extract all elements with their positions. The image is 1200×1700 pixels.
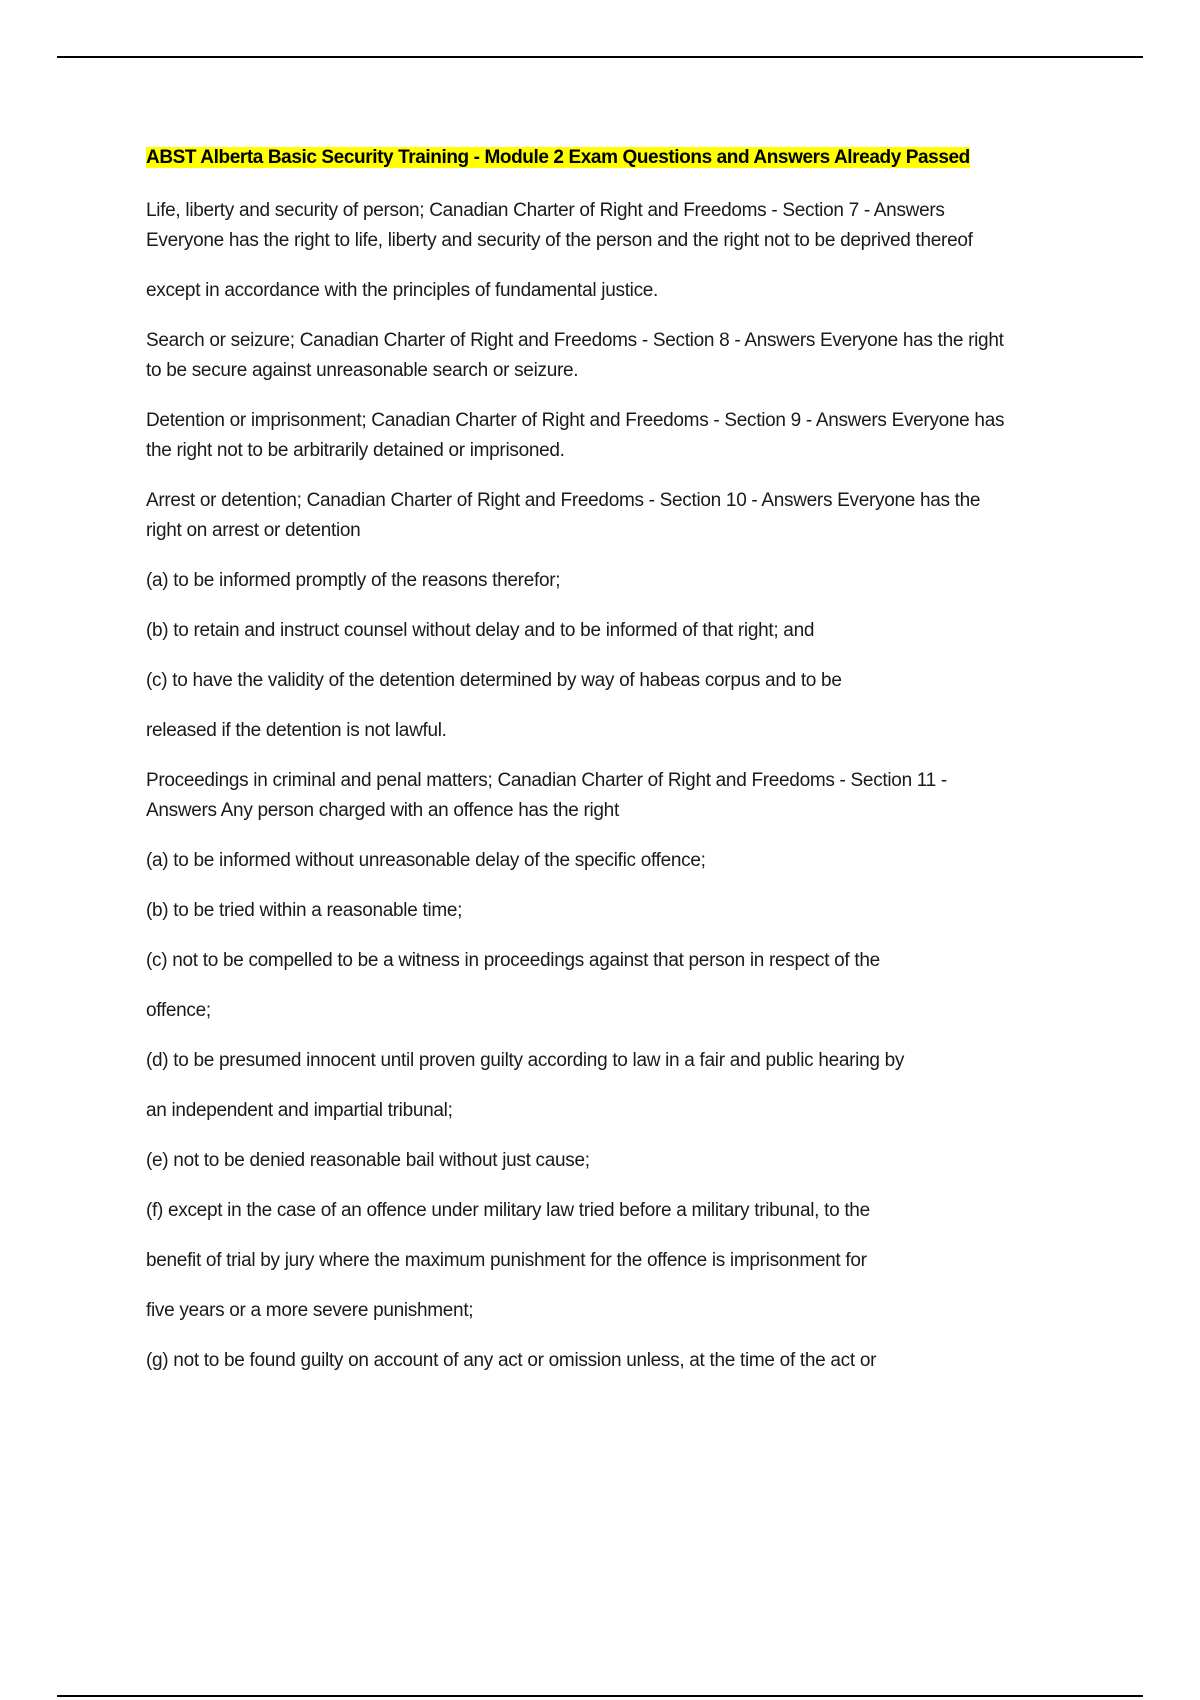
list-item-cont [146,996,1096,1026]
text-line: (e) not to be denied reasonable bail without just cause; [146,1150,590,1171]
list-item [146,896,1096,926]
text-line: five years or a more severe punishment; [146,1300,474,1321]
paragraph-section-7-cont [146,276,1096,306]
text-line: Proceedings in criminal and penal matters; Canadian Charter of Right and Freedoms - Section 11 - [146,770,947,791]
title-block [146,144,1096,172]
text-line: to be secure against unreasonable search or seizure. [146,360,579,381]
text-line: the right not to be arbitrarily detained or imprisoned. [146,440,565,461]
list-item-cont [146,716,1096,746]
text-line: Everyone has the right to life, liberty and security of the person and the right not to be deprived thereof [146,230,973,251]
list-item [146,1046,1096,1076]
paragraph-section-10 [146,486,1096,546]
text-line: offence; [146,1000,211,1021]
list-item [146,666,1096,696]
text-line: (d) to be presumed innocent until proven guilty according to law in a fair and public hearing by [146,1050,905,1071]
text-line: (f) except in the case of an offence under military law tried before a military tribunal, to the [146,1200,870,1221]
text-line: (b) to be tried within a reasonable time; [146,900,463,921]
text-line: an independent and impartial tribunal; [146,1100,453,1121]
text-line: (b) to retain and instruct counsel without delay and to be informed of that right; and [146,620,815,641]
text-line: Answers Any person charged with an offence has the right [146,800,619,821]
list-item [146,846,1096,876]
text-line: released if the detention is not lawful. [146,720,447,741]
text-line: Search or seizure; Canadian Charter of Right and Freedoms - Section 8 - Answers Everyone has the right [146,330,1004,351]
list-item [146,1146,1096,1176]
text-line: Arrest or detention; Canadian Charter of Right and Freedoms - Section 10 - Answers Everyone has the [146,490,981,511]
text-line: (g) not to be found guilty on account of any act or omission unless, at the time of the act or [146,1350,877,1371]
list-item [146,616,1096,646]
text-line: (a) to be informed without unreasonable delay of the specific offence; [146,850,706,871]
text-line: except in accordance with the principles of fundamental justice. [146,280,659,301]
list-item-cont [146,1246,1096,1276]
paragraph-section-9 [146,406,1096,466]
list-item [146,1196,1096,1226]
footer-rule [57,1695,1143,1697]
text-line: benefit of trial by jury where the maximum punishment for the offence is imprisonment for [146,1250,867,1271]
text-line: (c) to have the validity of the detention determined by way of habeas corpus and to be [146,670,842,691]
paragraph-section-11 [146,766,1096,826]
list-item [146,566,1096,596]
header-rule [57,56,1143,58]
document-title: ABST Alberta Basic Security Training - Module 2 Exam Questions and Answers Already Passed [146,147,970,168]
text-line: Life, liberty and security of person; Canadian Charter of Right and Freedoms - Section 7 - Answers [146,200,945,221]
text-line: (c) not to be compelled to be a witness in proceedings against that person in respect of the [146,950,880,971]
list-item-cont [146,1296,1096,1326]
text-line: (a) to be informed promptly of the reasons therefor; [146,570,561,591]
list-item-cont [146,1096,1096,1126]
document-body [146,144,1096,1376]
text-line: Detention or imprisonment; Canadian Charter of Right and Freedoms - Section 9 - Answers Everyone has [146,410,1005,431]
paragraph-section-8 [146,326,1096,386]
list-item [146,1346,1096,1376]
list-item [146,946,1096,976]
text-line: right on arrest or detention [146,520,361,541]
paragraph-section-7 [146,196,1096,256]
